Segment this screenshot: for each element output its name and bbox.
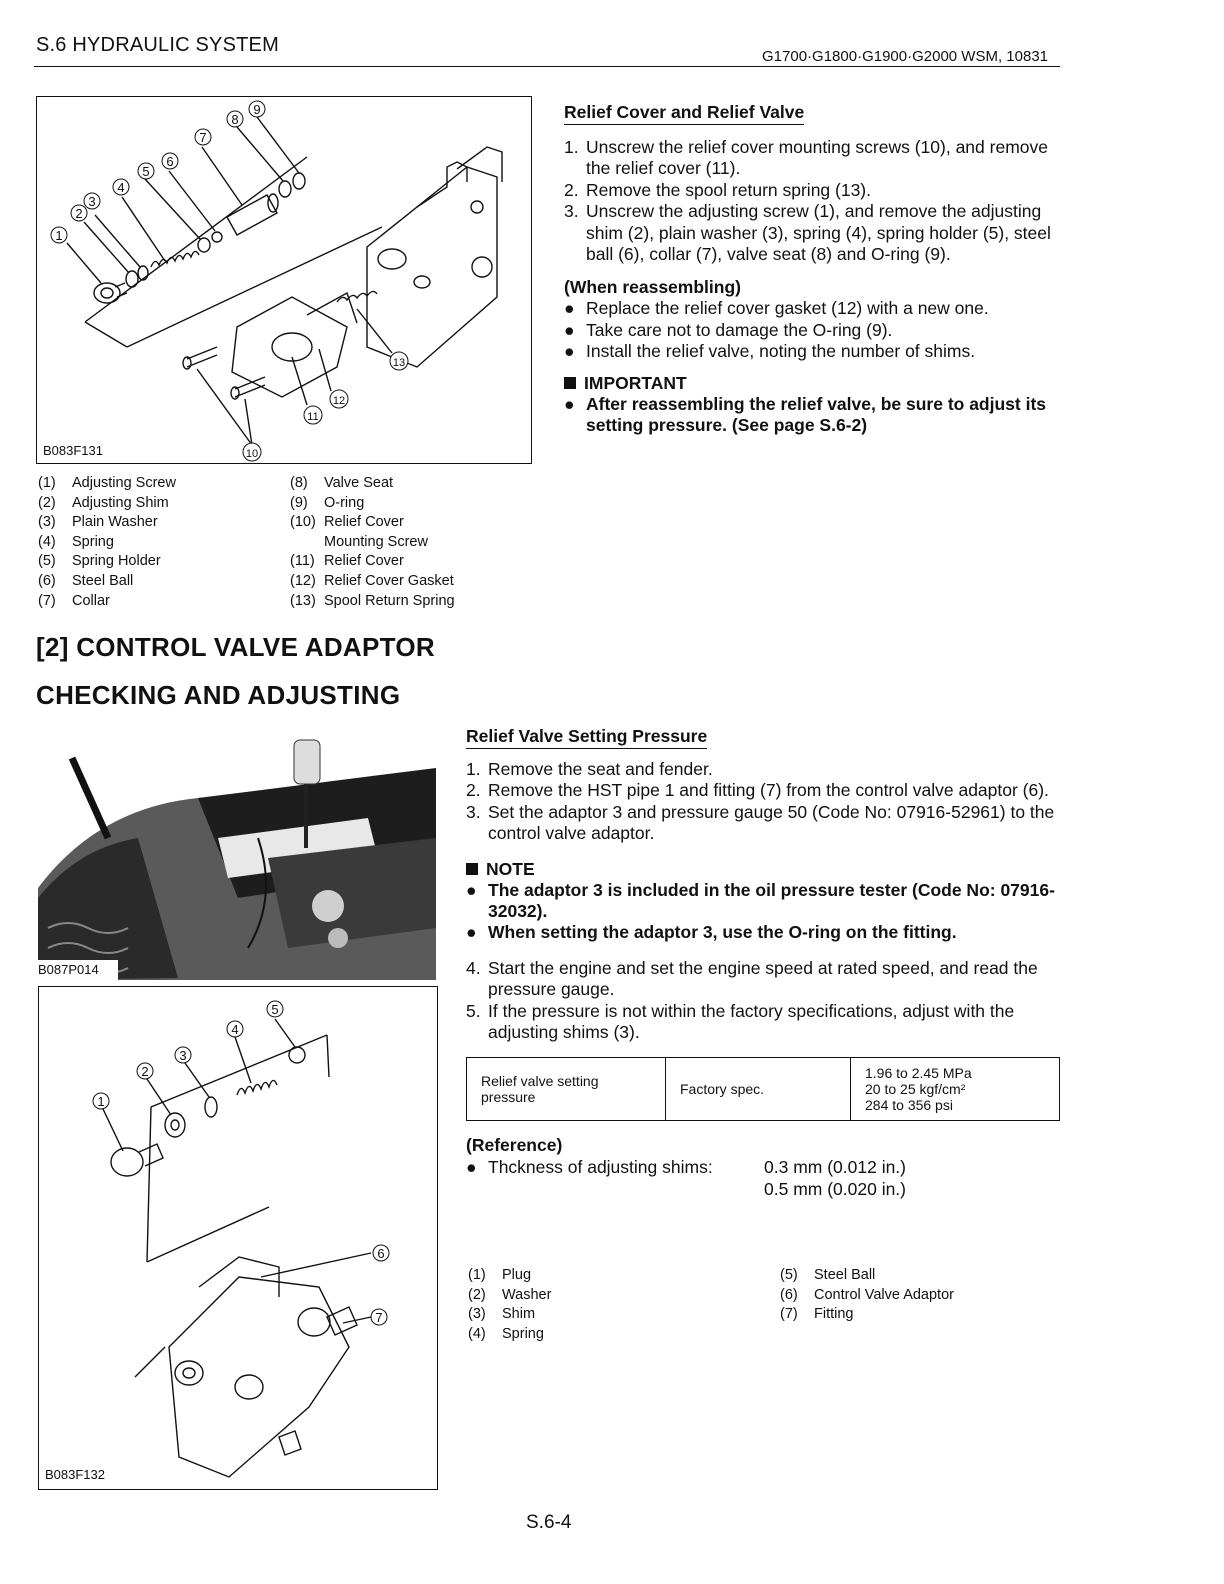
legend-number: (7)	[38, 592, 56, 609]
step-item	[564, 201, 1056, 265]
step-number: 5.	[466, 1000, 481, 1021]
legend-item	[290, 474, 530, 494]
legend-number: (6)	[780, 1286, 798, 1303]
legend-item	[290, 494, 530, 514]
legend-label: Spool Return Spring	[324, 592, 455, 609]
relief-cover-section	[564, 102, 1056, 436]
legend-item	[38, 592, 278, 612]
legend-label: Fitting	[814, 1306, 854, 1323]
legend-number: (4)	[468, 1325, 486, 1342]
legend-number: (5)	[780, 1267, 798, 1283]
spec-values: 1.96 to 2.45 MPa 20 to 25 kgf/cm² 284 to 356 psi	[851, 1058, 1060, 1121]
step-item	[466, 759, 1058, 780]
legend-number	[290, 533, 324, 553]
legend-item	[468, 1325, 768, 1345]
reference-values: 0.3 mm (0.012 in.) 0.5 mm (0.020 in.)	[764, 1157, 906, 1200]
legend-label: Steel Ball	[72, 572, 134, 589]
step-number: 1.	[564, 137, 579, 157]
header-rule	[34, 66, 1060, 67]
legend-label: Plug	[502, 1267, 532, 1283]
section-header: S.6 HYDRAULIC SYSTEM	[36, 34, 279, 56]
steps-list	[564, 137, 1056, 265]
legend-label: Plain Washer	[72, 514, 158, 531]
legend-label: Control Valve Adaptor	[814, 1286, 954, 1303]
bullet-item	[564, 298, 1056, 319]
legend-label: Relief Cover	[324, 514, 404, 531]
table-row	[467, 1058, 1060, 1121]
fig2-legend-right	[780, 1266, 1060, 1325]
bullet-text: Replace the relief cover gasket (12) with a new one.	[586, 298, 989, 319]
svg-text:5: 5	[271, 1002, 279, 1017]
legend-label: Steel Ball	[814, 1267, 876, 1283]
legend-label: Washer	[502, 1286, 552, 1303]
note-heading: NOTE	[466, 859, 1058, 880]
step-item	[564, 180, 1056, 201]
svg-text:11: 11	[307, 411, 319, 423]
legend-item	[468, 1305, 768, 1325]
legend-number: (10)	[290, 514, 316, 531]
legend-item	[290, 513, 530, 533]
legend-item	[290, 592, 530, 612]
bullet-text: The adaptor 3 is included in the oil pressure tester (Code No: 07916-32032).	[488, 879, 1055, 922]
steps-list-b	[466, 958, 1058, 1044]
bullet-icon: ●	[564, 298, 575, 319]
section-2-subtitle: CHECKING AND ADJUSTING	[36, 680, 401, 710]
legend-label: Spring	[72, 533, 114, 550]
bullet-item	[564, 341, 1056, 362]
svg-text:5: 5	[142, 164, 150, 179]
step-number: 2.	[564, 179, 579, 200]
legend-number: (6)	[38, 572, 56, 589]
photo-control-valve	[38, 728, 436, 980]
step-text: Remove the seat and fender.	[488, 759, 713, 779]
bullet-text: Install the relief valve, noting the number of shims.	[586, 341, 976, 362]
step-number: 2.	[466, 780, 481, 801]
legend-label: Adjusting Screw	[72, 475, 176, 491]
legend-item	[780, 1305, 1060, 1325]
step-number: 3.	[466, 801, 481, 822]
spec-kind: Factory spec.	[666, 1058, 851, 1121]
step-item	[466, 958, 1058, 1001]
svg-text:13: 13	[392, 357, 406, 369]
figure-code: B083F131	[43, 443, 103, 458]
legend-number: (1)	[468, 1267, 486, 1283]
step-number: 4.	[466, 957, 481, 978]
bullet-icon: ●	[564, 393, 575, 414]
svg-text:2: 2	[75, 206, 83, 221]
square-bullet-icon	[564, 377, 576, 389]
svg-text:8: 8	[231, 112, 239, 127]
legend-label: O-ring	[324, 494, 365, 511]
legend-label: Spring Holder	[72, 553, 161, 570]
legend-number: (3)	[38, 514, 56, 531]
legend-item	[38, 513, 278, 533]
step-text: Set the adaptor 3 and pressure gauge 50 (Code No: 07916-52961) to the control valve adaptor.	[488, 801, 1055, 844]
legend-number: (11)	[290, 553, 315, 570]
reference-row	[466, 1156, 1058, 1200]
bullet-text: When setting the adaptor 3, use the O-ring on the fitting.	[488, 922, 957, 943]
svg-text:7: 7	[199, 130, 207, 145]
control-valve-adaptor-drawing	[39, 987, 437, 1489]
square-bullet-icon	[466, 863, 478, 875]
step-text: Remove the spool return spring (13).	[586, 179, 871, 200]
spec-item: Relief valve setting pressure	[467, 1058, 666, 1121]
svg-text:1: 1	[55, 228, 63, 243]
step-item	[466, 1001, 1058, 1044]
fig1-legend-left	[38, 474, 278, 611]
legend-item	[38, 474, 278, 494]
svg-text:1: 1	[97, 1094, 105, 1109]
bullet-icon: ●	[564, 341, 575, 362]
svg-text:2: 2	[141, 1064, 149, 1079]
section-2-title: [2] CONTROL VALVE ADAPTOR	[36, 632, 435, 662]
reference-label: Thckness of adjusting shims:	[488, 1157, 713, 1178]
bullet-icon: ●	[466, 1157, 477, 1178]
svg-text:7: 7	[375, 1310, 383, 1325]
legend-item	[780, 1286, 1060, 1306]
relief-setting-section	[466, 726, 1058, 1200]
legend-item	[38, 533, 278, 553]
section-title: Relief Valve Setting Pressure	[466, 726, 707, 749]
figure-relief-valve-exploded	[36, 96, 532, 464]
legend-item	[38, 552, 278, 572]
step-number: 3.	[564, 201, 579, 222]
legend-item	[290, 572, 530, 592]
legend-number: (9)	[290, 494, 308, 511]
svg-text:4: 4	[117, 180, 125, 195]
legend-item	[468, 1286, 768, 1306]
step-item	[466, 802, 1058, 845]
legend-label: Valve Seat	[324, 475, 394, 491]
legend-number: (3)	[468, 1306, 486, 1323]
bullet-icon: ●	[466, 922, 477, 943]
model-header: G1700·G1800·G1900·G2000 WSM, 10831	[762, 48, 1049, 65]
step-item	[564, 137, 1056, 180]
fig2-legend-left	[468, 1266, 768, 1344]
figure-control-valve-adaptor	[38, 986, 438, 1490]
legend-item	[38, 494, 278, 514]
step-item	[466, 780, 1058, 801]
step-text: Remove the HST pipe 1 and fitting (7) from the control valve adaptor (6).	[488, 780, 1049, 801]
bullet-text: Take care not to damage the O-ring (9).	[586, 319, 893, 340]
legend-number: (4)	[38, 533, 56, 550]
legend-number: (5)	[38, 553, 56, 570]
section-title: Relief Cover and Relief Valve	[564, 102, 804, 125]
legend-number: (2)	[468, 1286, 486, 1303]
reassembling-bullets	[564, 298, 1056, 362]
bullet-icon: ●	[564, 319, 575, 340]
photo-code: B087P014	[38, 962, 99, 977]
svg-text:9: 9	[253, 102, 261, 117]
legend-item	[468, 1266, 768, 1286]
legend-label: Relief Cover	[324, 553, 404, 570]
legend-label: Shim	[502, 1306, 536, 1323]
legend-item	[780, 1266, 1060, 1286]
page-number: S.6-4	[526, 1512, 572, 1533]
legend-number: (12)	[290, 572, 316, 589]
svg-text:4: 4	[231, 1022, 239, 1037]
svg-text:3: 3	[179, 1048, 187, 1063]
reassembling-title: (When reassembling)	[564, 277, 741, 298]
legend-number: (8)	[290, 475, 308, 491]
legend-label: Relief Cover Gasket	[324, 572, 454, 589]
svg-text:6: 6	[377, 1246, 385, 1261]
note-bullets	[466, 880, 1058, 944]
spec-table	[466, 1057, 1060, 1121]
bullet-item	[466, 880, 1058, 923]
bullet-item	[466, 922, 1058, 943]
figure-code: B083F132	[45, 1467, 105, 1482]
relief-valve-exploded-drawing	[37, 97, 531, 463]
step-text: Unscrew the relief cover mounting screws (10), and remove the relief cover (11).	[586, 137, 1048, 179]
important-heading: IMPORTANT	[564, 373, 1056, 394]
step-text: Start the engine and set the engine speed at rated speed, and read the pressure gauge.	[488, 957, 1038, 1000]
svg-text:6: 6	[166, 154, 174, 169]
tractor-photo-image	[38, 728, 436, 980]
legend-label: Adjusting Shim	[72, 494, 169, 511]
step-number: 1.	[466, 759, 481, 779]
legend-item	[38, 572, 278, 592]
fig1-legend-right	[290, 474, 530, 611]
reference-title: (Reference)	[466, 1135, 563, 1156]
legend-item	[290, 533, 530, 553]
legend-label: Mounting Screw	[324, 533, 428, 550]
svg-text:3: 3	[88, 194, 96, 209]
legend-label: Collar	[72, 592, 110, 609]
legend-number: (7)	[780, 1306, 798, 1323]
svg-text:10: 10	[245, 448, 259, 460]
svg-text:12: 12	[332, 395, 346, 407]
step-text: Unscrew the adjusting screw (1), and remove the adjusting shim (2), plain washer (3), spring (4), spring holder (5), steel ball (6), collar (7), valve seat (8) and O-ring (9).	[586, 201, 1051, 265]
legend-number: (13)	[290, 592, 316, 609]
bullet-icon: ●	[466, 879, 477, 900]
bullet-item	[564, 320, 1056, 341]
legend-label: Spring	[502, 1325, 544, 1342]
legend-number: (2)	[38, 494, 56, 511]
steps-list-a	[466, 759, 1058, 845]
step-text: If the pressure is not within the factory specifications, adjust with the adjusting shims (3).	[488, 1000, 1015, 1043]
important-bullet: ● After reassembling the relief valve, be sure to adjust its setting pressure. (See page S.6-2)	[564, 393, 1047, 436]
legend-number: (1)	[38, 475, 56, 491]
legend-item	[290, 552, 530, 572]
